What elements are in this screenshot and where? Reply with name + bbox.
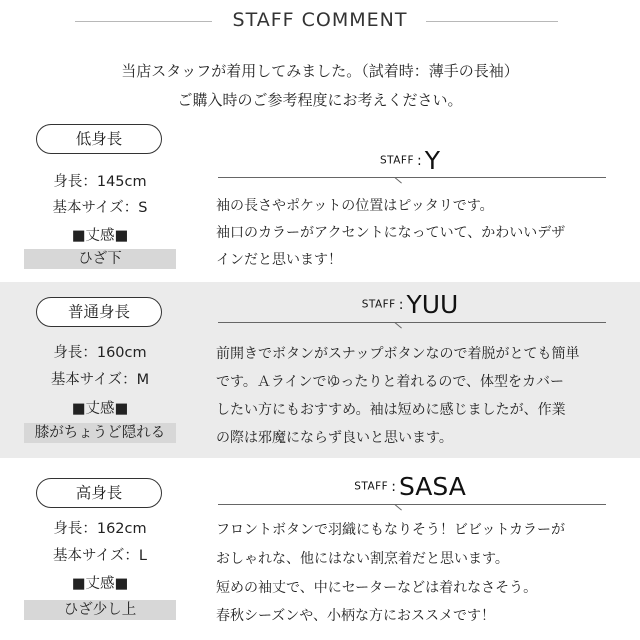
comment-line: の際は邪魔にならず良いと思います。: [216, 430, 453, 446]
staff-name: Y: [424, 146, 441, 175]
staff-height: 身長：162cm: [53, 521, 147, 537]
staff-colon: :: [398, 296, 404, 313]
fit-label: ■丈感■: [71, 576, 129, 592]
comment-line: 袖口のカラーがアクセントになっていて、かわいいデザ: [216, 225, 566, 241]
staff-name: SASA: [398, 472, 466, 501]
fit-label: ■丈感■: [71, 401, 129, 417]
staff-size: 基本サイズ：L: [53, 548, 147, 564]
comment-line: したい方にもおすすめ。袖は短めに感じましたが、作業: [216, 402, 566, 418]
comment-line: 前開きでボタンがスナップボタンなので着脱がとても簡単: [216, 346, 580, 362]
fit-result: 膝がちょうど隠れる: [24, 423, 176, 443]
staff-height: 身長：145cm: [53, 174, 147, 190]
staff-divider: [218, 322, 606, 323]
comment-line: 短めの袖丈で、中にセーターなどは着れなさそう。: [216, 580, 538, 596]
staff-section-normal: [0, 282, 640, 458]
staff-colon: :: [391, 478, 396, 495]
intro-line-1: 当店スタッフが着用してみました。（試着時：薄手の長袖）: [121, 62, 519, 80]
intro-line-2: ご購入時のご参考程度にお考えください。: [177, 91, 463, 109]
staff-divider: [218, 504, 606, 505]
staff-colon: :: [417, 152, 422, 169]
staff-section-short: [0, 118, 640, 282]
staff-prefix: STAFF: [379, 154, 415, 167]
comment-line: インだと思います！: [216, 252, 342, 268]
staff-divider: [218, 177, 606, 178]
staff-section-tall: [0, 458, 640, 640]
comment-line: おしゃれな、他にはない割烹着だと思います。: [216, 551, 509, 567]
comment-line: 春秋シーズンや、小柄な方におススメです！: [216, 608, 496, 624]
staff-name-heading: [212, 472, 608, 501]
fit-result: ひざ下: [24, 249, 176, 269]
height-category-label: 低身長: [36, 124, 162, 154]
staff-prefix: STAFF: [361, 298, 396, 311]
comment-line: フロントボタンで羽織にもなりそう！ビビットカラーが: [216, 522, 566, 538]
staff-name-heading: [212, 290, 608, 319]
staff-height: 身長：160cm: [53, 345, 147, 361]
staff-prefix: STAFF: [354, 480, 389, 493]
comment-line: 袖の長さやポケットの位置はピッタリです。: [216, 198, 494, 214]
fit-result: ひざ少し上: [24, 600, 176, 620]
staff-name-heading: [212, 146, 608, 175]
fit-label: ■丈感■: [71, 228, 129, 244]
height-category-label: 普通身長: [36, 297, 162, 327]
height-category-label: 高身長: [36, 478, 162, 508]
page-title: STAFF COMMENT: [232, 9, 408, 31]
staff-size: 基本サイズ：S: [52, 200, 148, 216]
comment-line: です。Ａラインでゆったりと着れるので、体型をカバー: [216, 374, 565, 390]
staff-name: YUU: [406, 290, 459, 319]
staff-size: 基本サイズ：M: [50, 372, 150, 388]
